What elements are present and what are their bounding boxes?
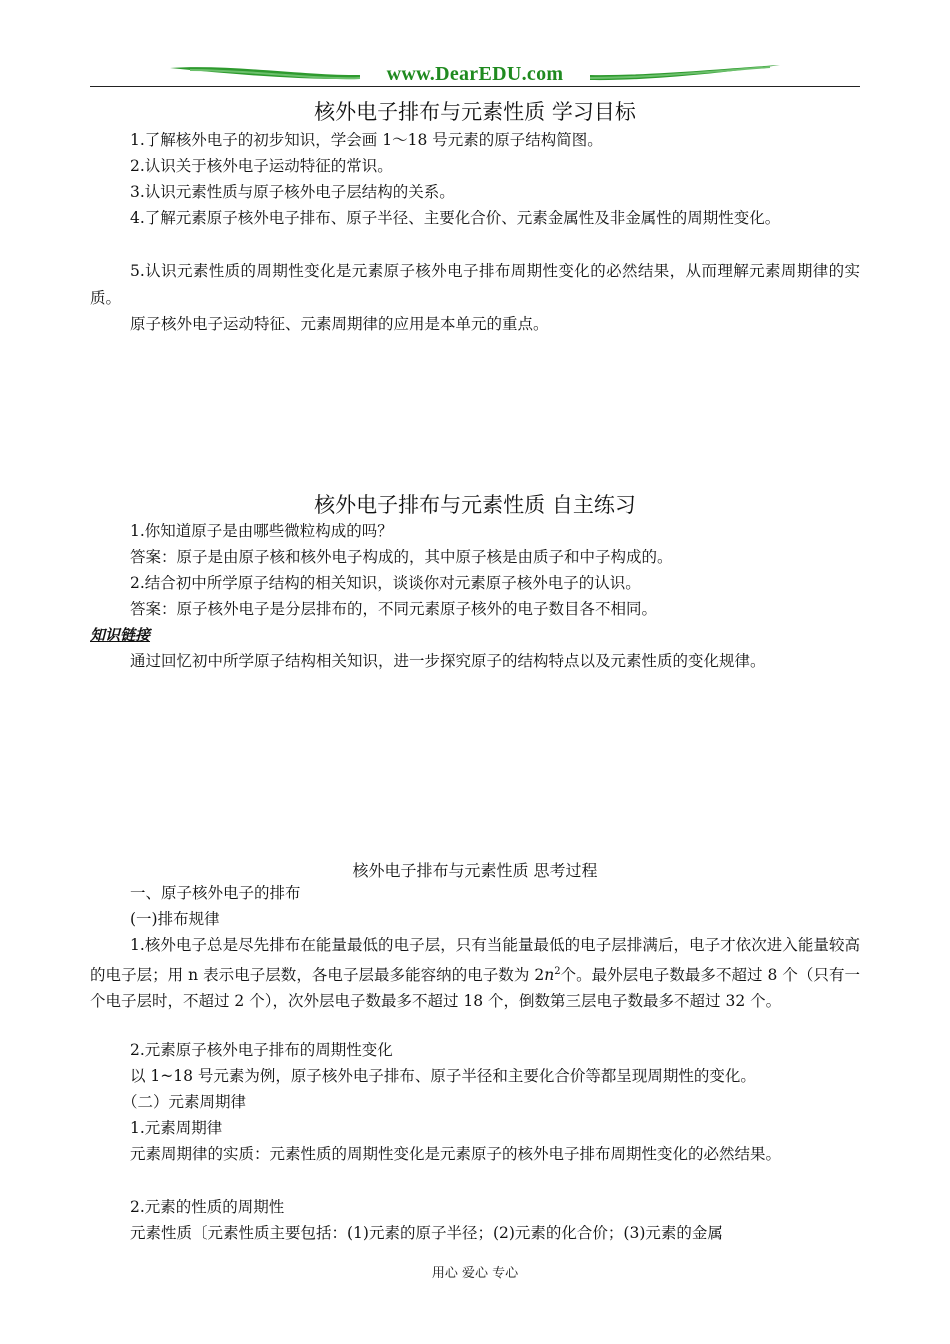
section1-item-1: 1.了解核外电子的初步知识，学会画 1～18 号元素的原子结构简图。 <box>130 131 603 149</box>
section3-rule2-text: 以 1~18 号元素为例，原子核外电子排布、原子半径和主要化合价等都呈现周期性的变化。 <box>130 1067 756 1085</box>
section3-rule1 <box>90 932 860 1015</box>
rule1-n: n <box>544 965 555 984</box>
site-url: www.DearEDU.com <box>386 63 564 85</box>
section2-answer-2: 答案：原子核外电子是分层排布的，不同元素原子核外的电子数目各不相同。 <box>130 600 658 618</box>
knowledge-link-heading: 知识链接 <box>90 626 151 644</box>
section3-rule2: 2.元素原子核外电子排布的周期性变化 <box>130 1041 393 1059</box>
section3-sub1: (一)排布规律 <box>130 910 220 928</box>
page-footer: 用心 爱心 专心 <box>431 1266 519 1281</box>
rule1-text-a: 1.核外电子总是尽先排布在能量最低的电子层，只有当能量最低的电子层排满后，电子才依次进入能量较高的电子层；用 n 表示电子层数，各电子层最多能容纳的电子数为 2 <box>90 936 860 984</box>
header-rule <box>90 86 860 87</box>
section3-part1: 一、原子核外电子的排布 <box>130 884 301 902</box>
section1-item-6: 原子核外电子运动特征、元素周期律的应用是本单元的重点。 <box>130 315 549 333</box>
rule1-superscript: 2 <box>554 965 561 977</box>
section3-law1: 1.元素周期律 <box>130 1119 223 1137</box>
section1-item-4: 4.了解元素原子核外电子排布、原子半径、主要化合价、元素金属性及非金属性的周期性变化。 <box>130 209 781 227</box>
rule1-text-b: 个。最外层电子数最多不超过 8 个（只有一个电子层时，不超过 2 个），次外层电子数最多不超过 18 个，倒数第三层电子数最多不超过 32 个。 <box>90 965 860 1011</box>
section2-answer-1: 答案：原子是由原子核和核外电子构成的，其中原子核是由质子和中子构成的。 <box>130 548 673 566</box>
section3-law1-text: 元素周期律的实质：元素性质的周期性变化是元素原子的核外电子排布周期性变化的必然结果。 <box>130 1145 782 1163</box>
section3-law2-text: 元素性质〔元素性质主要包括：(1)元素的原子半径；(2)元素的化合价；(3)元素的金属 <box>130 1224 723 1242</box>
section1-item-3: 3.认识元素性质与原子核外电子层结构的关系。 <box>130 183 455 201</box>
section1-item-2: 2.认识关于核外电子运动特征的常识。 <box>130 157 393 175</box>
section2-question-1: 1.你知道原子是由哪些微粒构成的吗？ <box>130 522 393 540</box>
section1-item-5: 5.认识元素性质的周期性变化是元素原子核外电子排布周期性变化的必然结果，从而理解元素周期律的实质。 <box>90 262 860 307</box>
knowledge-link-text: 通过回忆初中所学原子结构相关知识，进一步探究原子的结构特点以及元素性质的变化规律。 <box>130 652 766 670</box>
section3-law2: 2.元素的性质的周期性 <box>130 1198 285 1216</box>
section3-title: 核外电子排布与元素性质 思考过程 <box>352 861 598 880</box>
section1-title: 核外电子排布与元素性质 学习目标 <box>314 100 636 124</box>
section2-title: 核外电子排布与元素性质 自主练习 <box>314 493 636 517</box>
section3-sub2: （二）元素周期律 <box>122 1093 247 1111</box>
section2-question-2: 2.结合初中所学原子结构的相关知识，谈谈你对元素原子核外电子的认识。 <box>130 574 641 592</box>
